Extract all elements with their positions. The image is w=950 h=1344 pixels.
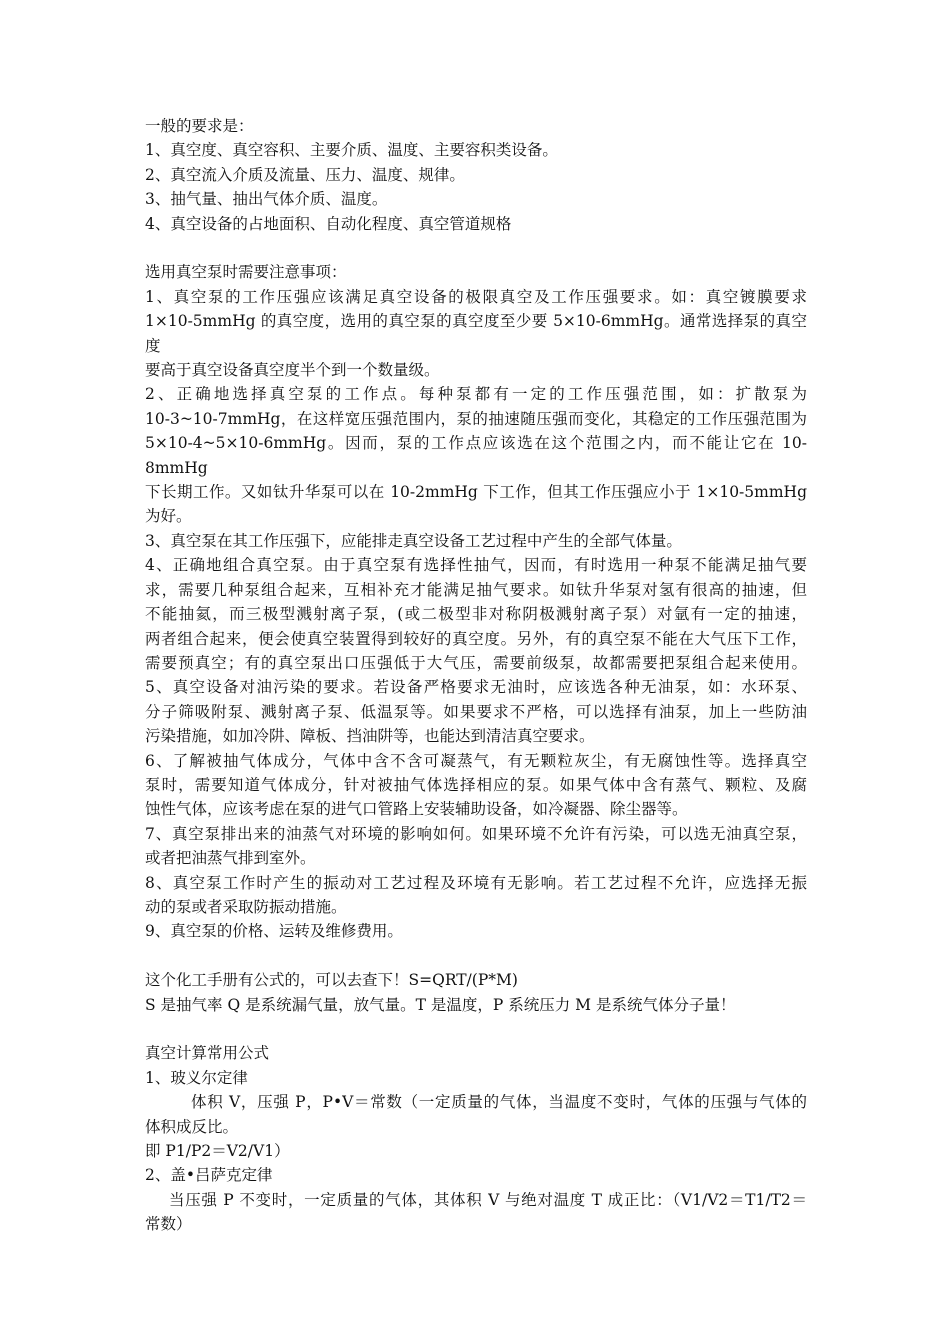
gay-lussac-law-body: 常数） bbox=[145, 1215, 192, 1234]
note-7-line: 7、真空泵排出来的油蒸气对环境的影响如何。如果环境不允许有污染，可以选无油真空泵， bbox=[145, 824, 807, 843]
note-8-line: 8、真空泵工作时产生的振动对工艺过程及环境有无影响。若工艺过程不允许，应选择无振 bbox=[145, 873, 807, 892]
note-2-line: 5×10-4~5×10-6mmHg。因而，泵的工作点应该选在这个范围之内，而不能让它在 10-8mmHg bbox=[145, 434, 807, 477]
gay-lussac-law-title: 2、盖•吕萨克定律 bbox=[145, 1166, 273, 1185]
formula-explanation: S 是抽气率 Q 是系统漏气量，放气量。T 是温度，P 系统压力 M 是系统气体分子量！ bbox=[145, 995, 736, 1014]
note-5-line: 5、真空设备对油污染的要求。若设备严格要求无油时，应该选各种无油泵，如：水环泵、 bbox=[145, 678, 807, 697]
requirement-item: 3、抽气量、抽出气体介质、温度。 bbox=[145, 190, 388, 209]
note-6-line: 6、了解被抽气体成分，气体中含不含可凝蒸气，有无颗粒灰尘，有无腐蚀性等。选择真空 bbox=[145, 751, 807, 770]
formula-line: 这个化工手册有公式的，可以去查下！S=QRT/(P*M) bbox=[145, 971, 518, 990]
spacer bbox=[145, 944, 807, 968]
note-4-line: 求，需要几种泵组合起来，互相补充才能满足抽气要求。如钛升华泵对氢有很高的抽速，但 bbox=[145, 580, 807, 599]
note-5-line: 分子筛吸附泵、溅射离子泵、低温泵等。如果要求不严格，可以选择有油泵，加上一些防油 bbox=[145, 702, 807, 721]
note-2-line: 2、正确地选择真空泵的工作点。每种泵都有一定的工作压强范围，如：扩散泵为 bbox=[145, 385, 807, 404]
note-3-line: 3、真空泵在其工作压强下，应能排走真空设备工艺过程中产生的全部气体量。 bbox=[145, 531, 682, 550]
notes-heading: 选用真空泵时需要注意事项： bbox=[145, 263, 347, 282]
note-9-line: 9、真空泵的价格、运转及维修费用。 bbox=[145, 922, 403, 941]
spacer bbox=[145, 236, 807, 260]
note-4-line: 不能抽氦，而三极型溅射离子泵，(或二极型非对称阴极溅射离子泵）对氩有一定的抽速， bbox=[145, 605, 807, 624]
boyle-law-title: 1、玻义尔定律 bbox=[145, 1068, 248, 1087]
note-7-line: 或者把油蒸气排到室外。 bbox=[145, 849, 316, 868]
boyle-law-body: 体积成反比。 bbox=[145, 1117, 239, 1136]
gay-lussac-law-body: 当压强 P 不变时，一定质量的气体，其体积 V 与绝对温度 T 成正比：（V1/V2＝T1/T2＝ bbox=[169, 1190, 807, 1209]
requirement-item: 2、真空流入介质及流量、压力、温度、规律。 bbox=[145, 165, 465, 184]
spacer bbox=[145, 1017, 807, 1041]
note-2-line: 10-3~10-7mmHg，在这样宽压强范围内，泵的抽速随压强而变化，其稳定的工作压强范围为 bbox=[145, 409, 807, 428]
boyle-law-equation: 即 P1/P2＝V2/V1） bbox=[145, 1142, 290, 1161]
note-4-line: 两者组合起来，便会使真空装置得到较好的真空度。另外，有的真空泵不能在大气压下工作， bbox=[145, 629, 807, 648]
boyle-law-body: 体积 V，压强 P，P•V＝常数（一定质量的气体，当温度不变时，气体的压强与气体的 bbox=[191, 1093, 807, 1112]
requirement-item: 4、真空设备的占地面积、自动化程度、真空管道规格 bbox=[145, 214, 512, 233]
note-1-line: 1、真空泵的工作压强应该满足真空设备的极限真空及工作压强要求。如：真空镀膜要求 bbox=[145, 287, 807, 306]
note-8-line: 动的泵或者采取防振动措施。 bbox=[145, 897, 347, 916]
note-1-line: 要高于真空设备真空度半个到一个数量级。 bbox=[145, 361, 440, 380]
note-4-line: 4、正确地组合真空泵。由于真空泵有选择性抽气，因而，有时选用一种泵不能满足抽气要 bbox=[145, 556, 807, 575]
note-2-line: 为好。 bbox=[145, 507, 192, 526]
document-page bbox=[145, 114, 807, 1237]
common-formulas-heading: 真空计算常用公式 bbox=[145, 1044, 270, 1063]
note-1-line: 1×10-5mmHg 的真空度，选用的真空泵的真空度至少要 5×10-6mmHg。通常选择泵的真空度 bbox=[145, 312, 807, 355]
requirements-heading: 一般的要求是： bbox=[145, 117, 254, 135]
note-6-line: 蚀性气体，应该考虑在泵的进气口管路上安装辅助设备，如冷凝器、除尘器等。 bbox=[145, 800, 688, 819]
note-2-line: 下长期工作。又如钛升华泵可以在 10-2mmHg 下工作，但其工作压强应小于 1×10-5mmHg bbox=[145, 483, 807, 502]
requirement-item: 1、真空度、真空容积、主要介质、温度、主要容积类设备。 bbox=[145, 141, 558, 160]
note-5-line: 污染措施，如加冷阱、障板、挡油阱等，也能达到清洁真空要求。 bbox=[145, 727, 595, 746]
note-4-line: 需要预真空；有的真空泵出口压强低于大气压，需要前级泵，故都需要把泵组合起来使用。 bbox=[145, 653, 807, 672]
note-6-line: 泵时，需要知道气体成分，针对被抽气体选择相应的泵。如果气体中含有蒸气、颗粒、及腐 bbox=[145, 775, 807, 794]
